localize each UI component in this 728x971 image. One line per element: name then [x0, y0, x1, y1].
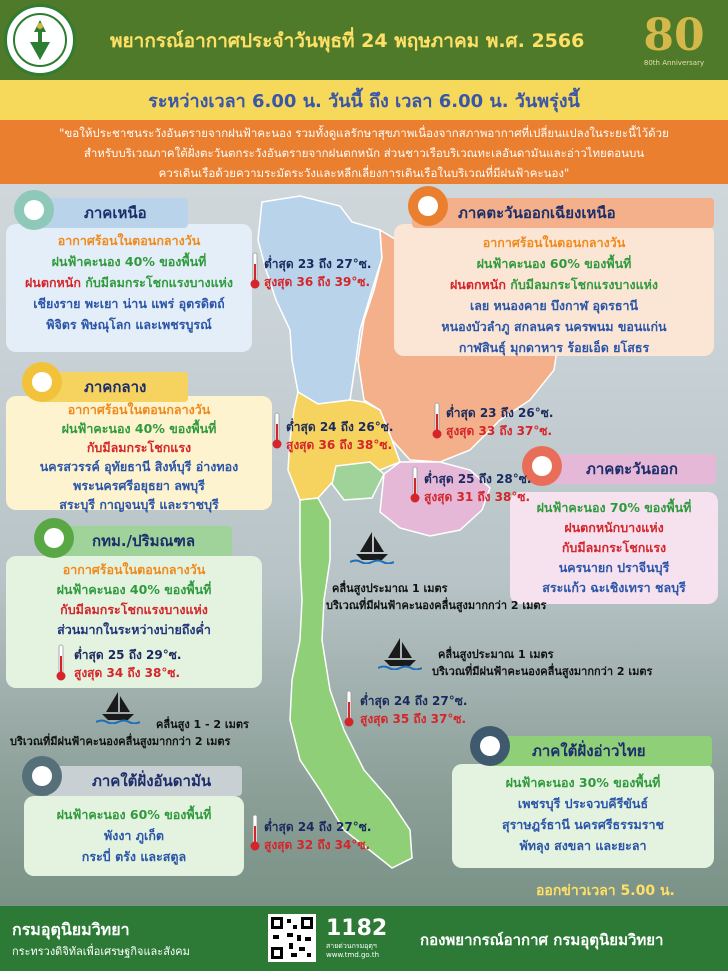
temp-low: ต่ำสุด 24 ถึง 27°ซ. [264, 820, 372, 834]
temp-south-gulf [360, 692, 467, 728]
location-pin-icon [22, 756, 62, 796]
temp-central [286, 418, 393, 454]
temp-north [264, 255, 371, 291]
northeast-line: อากาศร้อนในตอนกลางวัน [482, 235, 626, 250]
page-title: พยากรณ์อากาศประจำวันพุธที่ 24 พฤษภาคม พ.ศ. 2566 [110, 30, 585, 52]
header [0, 0, 728, 80]
temp-east [424, 470, 531, 506]
temp-high: สูงสุด 35 ถึง 37°ซ. [360, 712, 467, 726]
north-provinces: เชียงราย พะเยา น่าน แพร่ อุตรดิตถ์ [33, 296, 225, 311]
temp-high: สูงสุด 32 ถึง 34°ซ. [264, 838, 371, 852]
central-provinces: พระนครศรีอยุธยา ลพบุรี [73, 478, 205, 493]
east-provinces: สระแก้ว ฉะเชิงเทรา ชลบุรี [542, 580, 686, 595]
hotline-label: สายด่วนกรมอุตุฯ [326, 942, 377, 950]
northeast-provinces: เลย หนองคาย บึงกาฬ อุดรธานี [469, 298, 639, 313]
east-line: กับมีลมกระโชกแรง [561, 540, 667, 555]
region-card-south-gulf [452, 764, 714, 868]
region-card-north [6, 224, 252, 352]
central-provinces: นครสวรรค์ อุทัยธานี สิงห์บุรี อ่างทอง [39, 459, 239, 474]
location-pin-icon [34, 518, 74, 558]
website-link[interactable]: www.tmd.go.th [326, 951, 379, 959]
region-name-north: ภาคเหนือ [84, 204, 147, 222]
bangkok-line: ฝนฟ้าคะนอง 40% ของพื้นที่ [56, 582, 212, 597]
advisory-line: สำหรับบริเวณภาคใต้ฝั่งตะวันตกระวังอันตรายจากฝนตกหนัก ส่วนชาวเรือบริเวณทะเลอันดามันและอ่าวไทยตอนบน [83, 146, 645, 160]
temp-high: สูงสุด 36 ถึง 39°ซ. [264, 275, 371, 289]
map-region-bangkok [332, 462, 384, 500]
anniversary-number: 80 [643, 10, 705, 61]
south-gulf-provinces: เพชรบุรี ประจวบคีรีขันธ์ [517, 796, 649, 811]
temp-high: สูงสุด 33 ถึง 37°ซ. [446, 424, 553, 438]
thermometer-icon [272, 412, 282, 450]
region-tag-south-gulf [486, 736, 712, 766]
northeast-line: ฝนฟ้าคะนอง 60% ของพื้นที่ [476, 256, 632, 271]
region-tag-northeast [412, 198, 714, 228]
hotline-number: 1182 [326, 916, 388, 941]
sailboat-icon [378, 636, 422, 670]
location-pin-icon [408, 186, 448, 226]
andaman-provinces: กระบี่ ตรัง และสตูล [81, 849, 187, 864]
central-provinces: สระบุรี กาญจนบุรี และราชบุรี [59, 497, 219, 512]
temp-low: ต่ำสุด 25 ถึง 28°ซ. [424, 472, 532, 486]
east-provinces: นครนายก ปราจีนบุรี [558, 560, 670, 575]
south-gulf-provinces: พัทลุง สงขลา และยะลา [519, 838, 647, 853]
advisory [0, 120, 728, 184]
north-line: อากาศร้อนในตอนกลางวัน [57, 233, 201, 248]
forecast-period [0, 80, 728, 120]
department-name: กรมอุตุนิยมวิทยา [12, 920, 130, 939]
temp-south-andaman [264, 818, 371, 854]
wave-line: บริเวณที่มีฝนฟ้าคะนองคลื่นสูงมากกว่า 2 เมตร [432, 665, 653, 678]
northeast-heavy-rain: ฝนตกหนัก [449, 277, 506, 292]
tmd-emblem-icon [12, 12, 68, 68]
north-line: ฝนฟ้าคะนอง 40% ของพื้นที่ [51, 254, 207, 269]
wave-line: บริเวณที่มีฝนฟ้าคะนองคลื่นสูงมากกว่า 2 เมตร [326, 599, 547, 612]
central-line: กับมีลมกระโชกแรง [86, 440, 192, 455]
region-tag-east [540, 454, 716, 484]
region-name-bangkok: กทม./ปริมณฑล [92, 532, 196, 550]
north-heavy-rain: ฝนตกหนัก [24, 275, 81, 290]
temp-low: ต่ำสุด 24 ถึง 26°ซ. [286, 420, 394, 434]
wave-gulf-lower [432, 646, 652, 680]
north-gust: กับมีลมกระโชกแรงบางแห่ง [80, 275, 233, 290]
wave-gulf-upper [326, 580, 546, 614]
qr-code-icon[interactable] [268, 914, 316, 962]
region-card-south-andaman [24, 796, 244, 876]
thermometer-icon [250, 252, 260, 290]
south-gulf-provinces: สุราษฎร์ธานี นครศรีธรรมราช [501, 817, 665, 832]
region-name-south-gulf: ภาคใต้ฝั่งอ่าวไทย [532, 742, 646, 760]
andaman-line: ฝนฟ้าคะนอง 60% ของพื้นที่ [56, 807, 212, 822]
bangkok-line: ส่วนมากในระหว่างบ่ายถึงค่ำ [57, 622, 211, 637]
central-line: ฝนฟ้าคะนอง 40% ของพื้นที่ [61, 421, 217, 436]
bangkok-line: กับมีลมกระโชกแรงบางแห่ง [60, 602, 208, 617]
region-name-northeast: ภาคตะวันออกเฉียงเหนือ [458, 204, 616, 222]
thermometer-icon [56, 644, 66, 682]
temp-low: ต่ำสุด 23 ถึง 27°ซ. [264, 257, 372, 271]
advisory-line: ควรเดินเรือด้วยความระมัดระวังและหลีกเลี่ยงการเดินเรือในบริเวณที่มีฝนฟ้าคะนอง" [158, 166, 570, 180]
northeast-gust: กับมีลมกระโชกแรงบางแห่ง [505, 277, 658, 292]
region-tag-south-andaman [46, 766, 242, 796]
region-tag-bangkok [46, 526, 232, 556]
region-name-south-andaman: ภาคใต้ฝั่งอันดามัน [92, 772, 212, 790]
region-card-northeast [394, 224, 714, 356]
wave-line: บริเวณที่มีฝนฟ้าคะนองคลื่นสูงมากกว่า 2 เมตร [10, 735, 231, 748]
region-name-east: ภาคตะวันออก [586, 460, 678, 478]
ministry-name: กระทรวงดิจิทัลเพื่อเศรษฐกิจและสังคม [12, 945, 190, 958]
anniversary-text: 80th Anniversary [643, 59, 705, 67]
issued-time: ออกข่าวเวลา 5.00 น. [536, 883, 675, 899]
wave-line: คลื่นสูงประมาณ 1 เมตร [438, 648, 554, 661]
forecast-period-text: ระหว่างเวลา 6.00 น. วันนี้ ถึง เวลา 6.00 น. วันพรุ่งนี้ [148, 90, 580, 112]
thermometer-icon [344, 690, 354, 728]
division-name: กองพยากรณ์อากาศ กรมอุตุนิยมวิทยา [420, 931, 664, 949]
region-card-central [6, 396, 272, 510]
bangkok-line: อากาศร้อนในตอนกลางวัน [62, 562, 206, 577]
thermometer-icon [410, 466, 420, 504]
hotline-caption [326, 942, 379, 960]
wave-line: คลื่นสูงประมาณ 1 เมตร [332, 582, 448, 595]
east-line: ฝนฟ้าคะนอง 70% ของพื้นที่ [536, 500, 692, 515]
advisory-line: "ขอให้ประชาชนระวังอันตรายจากฝนฟ้าคะนอง รวมทั้งดูแลรักษาสุขภาพเนื่องจากสภาพอากาศที่เปลี่ยนแปลงในระยะนี้ไว้ด้วย [59, 126, 669, 140]
wave-line: คลื่นสูง 1 - 2 เมตร [156, 718, 249, 731]
thermometer-icon [432, 402, 442, 440]
wave-andaman [10, 716, 249, 750]
temp-low: ต่ำสุด 25 ถึง 29°ซ. [74, 648, 182, 662]
temp-low: ต่ำสุด 23 ถึง 26°ซ. [446, 406, 554, 420]
temp-high: สูงสุด 34 ถึง 38°ซ. [74, 666, 181, 680]
north-provinces: พิจิตร พิษณุโลก และเพชรบูรณ์ [46, 317, 212, 332]
region-tag-north [38, 198, 188, 228]
location-pin-icon [14, 190, 54, 230]
east-line: ฝนตกหนักบางแห่ง [564, 520, 664, 535]
location-pin-icon [470, 726, 510, 766]
region-name-central: ภาคกลาง [84, 378, 147, 396]
northeast-provinces: หนองบัวลำภู สกลนคร นครพนม ขอนแก่น [441, 319, 667, 334]
tmd-logo [4, 4, 76, 76]
location-pin-icon [22, 362, 62, 402]
sailboat-icon [350, 530, 394, 564]
temp-low: ต่ำสุด 24 ถึง 27°ซ. [360, 694, 468, 708]
andaman-provinces: พังงา ภูเก็ต [103, 828, 165, 843]
thermometer-icon [250, 814, 260, 852]
temp-high: สูงสุด 31 ถึง 38°ซ. [424, 490, 531, 504]
south-gulf-line: ฝนฟ้าคะนอง 30% ของพื้นที่ [505, 775, 661, 790]
northeast-provinces: กาฬสินธุ์ มุกดาหาร ร้อยเอ็ด ยโสธร [458, 340, 650, 355]
anniversary-logo [626, 6, 722, 74]
temp-bangkok [74, 646, 181, 682]
footer [0, 906, 728, 971]
temp-northeast [446, 404, 553, 440]
central-line: อากาศร้อนในตอนกลางวัน [67, 402, 211, 417]
temp-high: สูงสุด 36 ถึง 38°ซ. [286, 438, 393, 452]
